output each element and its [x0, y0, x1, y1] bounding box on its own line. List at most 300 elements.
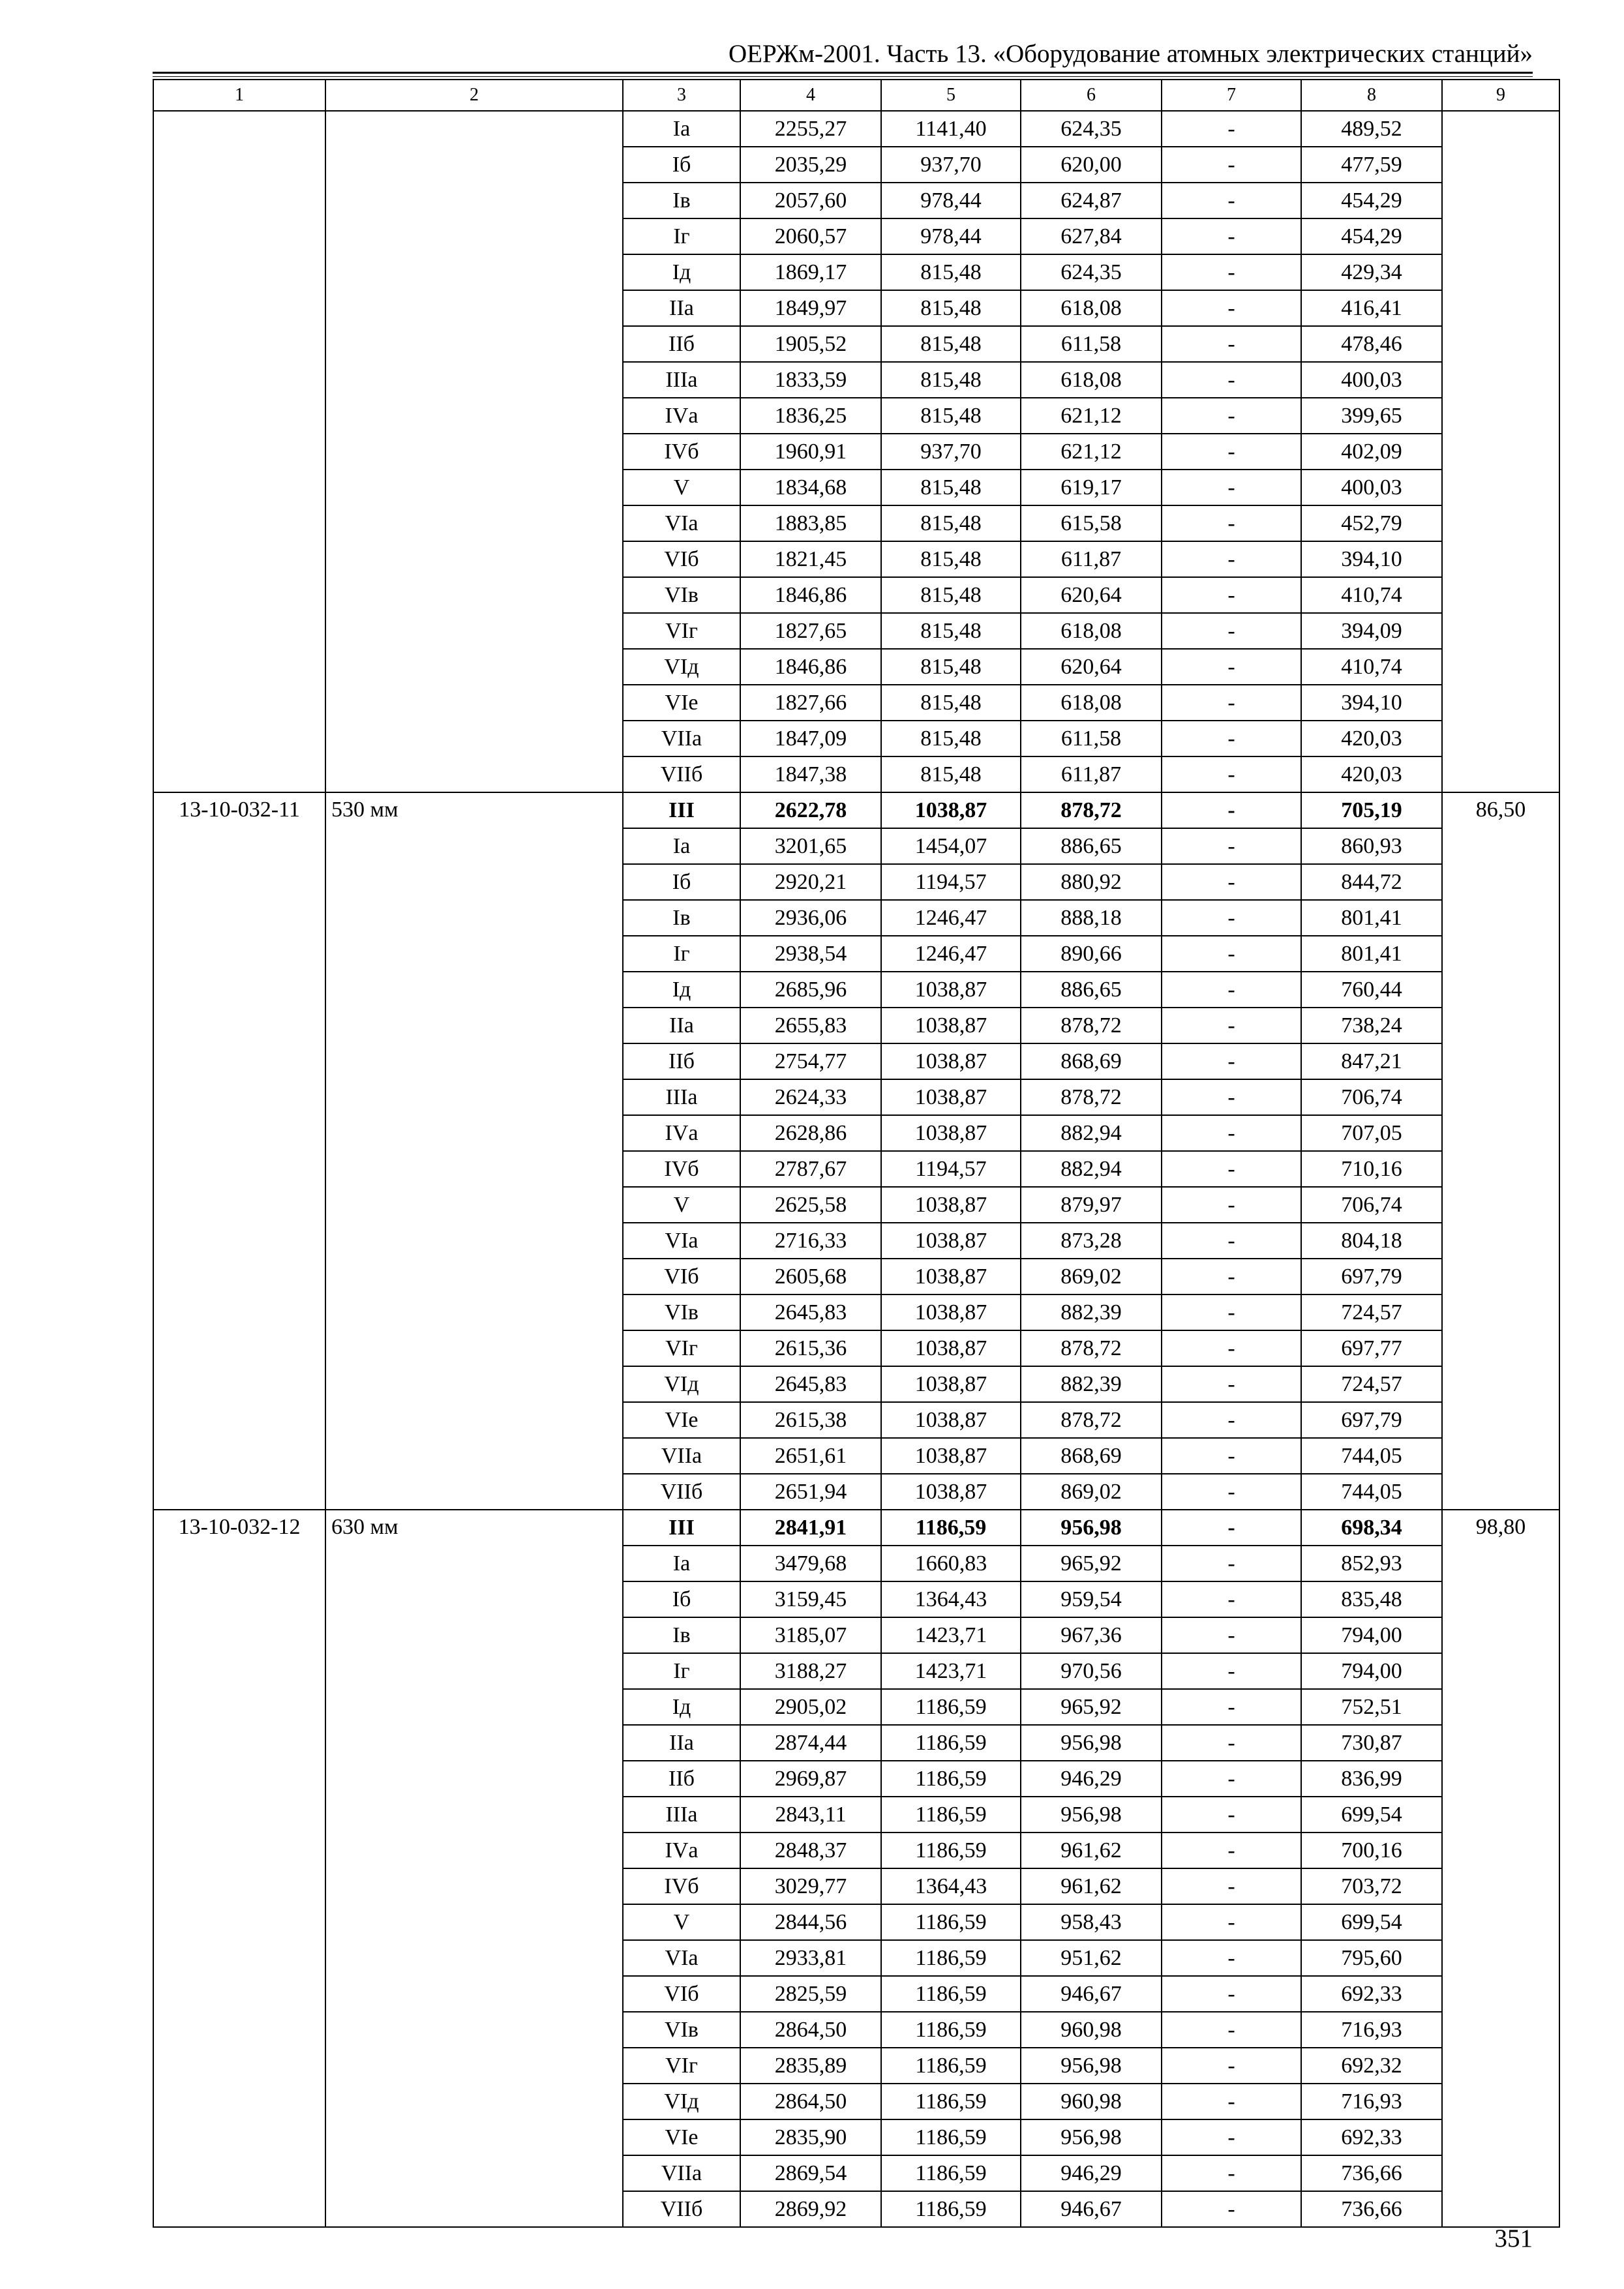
variant-cell: Iб — [623, 1581, 740, 1617]
value-cell: - — [1162, 1402, 1301, 1438]
variant-cell: IVа — [623, 398, 740, 434]
size-cell — [325, 111, 623, 792]
value-cell: 2615,36 — [740, 1330, 881, 1366]
value-cell: 1186,59 — [881, 2084, 1021, 2119]
value-cell: 738,24 — [1301, 1008, 1442, 1043]
value-cell: 692,33 — [1301, 2119, 1442, 2155]
value-cell: 620,64 — [1021, 577, 1162, 613]
page-number: 351 — [1494, 2224, 1533, 2252]
value-cell: 2844,56 — [740, 1904, 881, 1940]
value-cell: 815,48 — [881, 470, 1021, 505]
value-cell: 878,72 — [1021, 1008, 1162, 1043]
value-cell: 3188,27 — [740, 1653, 881, 1689]
value-cell: 410,74 — [1301, 649, 1442, 685]
value-cell: 2655,83 — [740, 1008, 881, 1043]
value-cell: 1827,66 — [740, 685, 881, 721]
value-cell: 619,17 — [1021, 470, 1162, 505]
value-cell: 2835,90 — [740, 2119, 881, 2155]
value-cell: 1186,59 — [881, 1761, 1021, 1797]
value-cell: 956,98 — [1021, 1510, 1162, 1546]
value-cell: 744,05 — [1301, 1474, 1442, 1510]
value-cell: - — [1162, 1151, 1301, 1187]
variant-cell: V — [623, 1187, 740, 1223]
variant-cell: Iб — [623, 147, 740, 183]
value-cell: - — [1162, 1259, 1301, 1294]
value-cell: - — [1162, 972, 1301, 1008]
variant-cell: VIIб — [623, 2191, 740, 2227]
value-cell: 960,98 — [1021, 2084, 1162, 2119]
column-number: 4 — [740, 80, 881, 111]
value-cell: 621,12 — [1021, 398, 1162, 434]
variant-cell: Iд — [623, 1689, 740, 1725]
value-cell: 2060,57 — [740, 218, 881, 254]
value-cell: 697,79 — [1301, 1402, 1442, 1438]
value-cell: 699,54 — [1301, 1904, 1442, 1940]
variant-cell: Iа — [623, 111, 740, 147]
value-cell: 2622,78 — [740, 792, 881, 828]
value-cell: 815,48 — [881, 290, 1021, 326]
value-cell: 3201,65 — [740, 828, 881, 864]
value-cell: 2628,86 — [740, 1115, 881, 1151]
value-cell: 2874,44 — [740, 1725, 881, 1761]
value-cell: - — [1162, 1043, 1301, 1079]
value-cell: 1186,59 — [881, 2155, 1021, 2191]
value-cell: 2645,83 — [740, 1366, 881, 1402]
value-cell: 1833,59 — [740, 362, 881, 398]
value-cell: 2625,58 — [740, 1187, 881, 1223]
value-cell: - — [1162, 1689, 1301, 1725]
column-number-row — [153, 80, 1559, 111]
value-cell: - — [1162, 1868, 1301, 1904]
col9-cell — [1442, 111, 1559, 792]
value-cell: - — [1162, 2084, 1301, 2119]
variant-cell: Iб — [623, 864, 740, 900]
value-cell: 394,10 — [1301, 685, 1442, 721]
value-cell: 624,35 — [1021, 254, 1162, 290]
variant-cell: IVб — [623, 434, 740, 470]
value-cell: 937,70 — [881, 147, 1021, 183]
variant-cell: III — [623, 1510, 740, 1546]
value-cell: 1834,68 — [740, 470, 881, 505]
value-cell: - — [1162, 254, 1301, 290]
value-cell: 1364,43 — [881, 1581, 1021, 1617]
value-cell: 2938,54 — [740, 936, 881, 972]
value-cell: - — [1162, 1725, 1301, 1761]
value-cell: - — [1162, 1653, 1301, 1689]
value-cell: 1186,59 — [881, 1904, 1021, 1940]
value-cell: 886,65 — [1021, 828, 1162, 864]
table-row — [153, 111, 1559, 147]
value-cell: 1186,59 — [881, 1689, 1021, 1725]
value-cell: 3159,45 — [740, 1581, 881, 1617]
variant-cell: V — [623, 1904, 740, 1940]
value-cell: 2716,33 — [740, 1223, 881, 1259]
value-cell: 888,18 — [1021, 900, 1162, 936]
table-row — [153, 792, 1559, 828]
value-cell: 760,44 — [1301, 972, 1442, 1008]
value-cell: 1423,71 — [881, 1617, 1021, 1653]
value-cell: - — [1162, 2155, 1301, 2191]
value-cell: - — [1162, 1294, 1301, 1330]
value-cell: 1246,47 — [881, 936, 1021, 972]
value-cell: 1454,07 — [881, 828, 1021, 864]
variant-cell: VIб — [623, 1976, 740, 2012]
value-cell: 958,43 — [1021, 1904, 1162, 1940]
value-cell: 946,29 — [1021, 2155, 1162, 2191]
column-number: 8 — [1301, 80, 1442, 111]
value-cell: 801,41 — [1301, 936, 1442, 972]
variant-cell: Iа — [623, 828, 740, 864]
value-cell: 615,58 — [1021, 505, 1162, 541]
value-cell: 1038,87 — [881, 1474, 1021, 1510]
variant-cell: Iв — [623, 900, 740, 936]
value-cell: 878,72 — [1021, 1402, 1162, 1438]
value-cell: - — [1162, 1223, 1301, 1259]
value-cell: 454,29 — [1301, 183, 1442, 218]
header-rule-thin — [153, 76, 1533, 77]
variant-cell: IIб — [623, 326, 740, 362]
value-cell: 882,39 — [1021, 1294, 1162, 1330]
variant-cell: III — [623, 792, 740, 828]
value-cell: 2615,38 — [740, 1402, 881, 1438]
size-cell: 630 мм — [325, 1510, 623, 2227]
variant-cell: VIд — [623, 1366, 740, 1402]
value-cell: 1960,91 — [740, 434, 881, 470]
value-cell: - — [1162, 326, 1301, 362]
variant-cell: VIд — [623, 2084, 740, 2119]
value-cell: 706,74 — [1301, 1187, 1442, 1223]
variant-cell: IIIа — [623, 1797, 740, 1833]
value-cell: 815,48 — [881, 398, 1021, 434]
value-cell: 1849,97 — [740, 290, 881, 326]
variant-cell: Iв — [623, 183, 740, 218]
variant-cell: IIа — [623, 1725, 740, 1761]
value-cell: 2035,29 — [740, 147, 881, 183]
value-cell: 699,54 — [1301, 1797, 1442, 1833]
value-cell: 611,58 — [1021, 721, 1162, 756]
column-number: 3 — [623, 80, 740, 111]
value-cell: 394,09 — [1301, 613, 1442, 649]
value-cell: 956,98 — [1021, 1797, 1162, 1833]
value-cell: 1186,59 — [881, 2119, 1021, 2155]
value-cell: 2936,06 — [740, 900, 881, 936]
value-cell: 477,59 — [1301, 147, 1442, 183]
value-cell: - — [1162, 1617, 1301, 1653]
value-cell: 1141,40 — [881, 111, 1021, 147]
value-cell: 815,48 — [881, 326, 1021, 362]
variant-cell: VIб — [623, 1259, 740, 1294]
value-cell: - — [1162, 1438, 1301, 1474]
col9-cell: 86,50 — [1442, 792, 1559, 1510]
header-rule-thick — [153, 72, 1533, 74]
value-cell: - — [1162, 900, 1301, 936]
value-cell: - — [1162, 1581, 1301, 1617]
value-cell: 815,48 — [881, 756, 1021, 792]
value-cell: 1038,87 — [881, 1223, 1021, 1259]
value-cell: - — [1162, 2048, 1301, 2084]
variant-cell: VIв — [623, 577, 740, 613]
value-cell: 1847,38 — [740, 756, 881, 792]
value-cell: 2920,21 — [740, 864, 881, 900]
value-cell: 1186,59 — [881, 2012, 1021, 2048]
column-number: 9 — [1442, 80, 1559, 111]
value-cell: - — [1162, 218, 1301, 254]
value-cell: 620,00 — [1021, 147, 1162, 183]
value-cell: - — [1162, 470, 1301, 505]
value-cell: 611,58 — [1021, 326, 1162, 362]
value-cell: 1186,59 — [881, 1510, 1021, 1546]
value-cell: 878,72 — [1021, 792, 1162, 828]
value-cell: 946,29 — [1021, 1761, 1162, 1797]
code-cell: 13-10-032-11 — [153, 792, 325, 1510]
value-cell: 705,19 — [1301, 792, 1442, 828]
value-cell: 1038,87 — [881, 1402, 1021, 1438]
value-cell: 697,77 — [1301, 1330, 1442, 1366]
value-cell: 880,92 — [1021, 864, 1162, 900]
value-cell: 815,48 — [881, 649, 1021, 685]
value-cell: 961,62 — [1021, 1868, 1162, 1904]
value-cell: 937,70 — [881, 434, 1021, 470]
value-cell: 489,52 — [1301, 111, 1442, 147]
value-cell: 2841,91 — [740, 1510, 881, 1546]
variant-cell: IVб — [623, 1151, 740, 1187]
value-cell: 624,87 — [1021, 183, 1162, 218]
value-cell: 878,72 — [1021, 1079, 1162, 1115]
value-cell: 736,66 — [1301, 2155, 1442, 2191]
value-cell: - — [1162, 398, 1301, 434]
variant-cell: IIа — [623, 1008, 740, 1043]
value-cell: 2933,81 — [740, 1940, 881, 1976]
value-cell: 794,00 — [1301, 1653, 1442, 1689]
value-cell: 1186,59 — [881, 2048, 1021, 2084]
value-cell: 804,18 — [1301, 1223, 1442, 1259]
value-cell: 1846,86 — [740, 577, 881, 613]
value-cell: 815,48 — [881, 541, 1021, 577]
value-cell: 1186,59 — [881, 1797, 1021, 1833]
value-cell: 882,94 — [1021, 1151, 1162, 1187]
value-cell: 394,10 — [1301, 541, 1442, 577]
value-cell: 400,03 — [1301, 470, 1442, 505]
value-cell: - — [1162, 290, 1301, 326]
value-cell: 710,16 — [1301, 1151, 1442, 1187]
value-cell: 868,69 — [1021, 1043, 1162, 1079]
value-cell: - — [1162, 577, 1301, 613]
variant-cell: VIе — [623, 1402, 740, 1438]
value-cell: - — [1162, 828, 1301, 864]
variant-cell: VIа — [623, 1223, 740, 1259]
value-cell: 716,93 — [1301, 2084, 1442, 2119]
value-cell: 2869,54 — [740, 2155, 881, 2191]
value-cell: 416,41 — [1301, 290, 1442, 326]
variant-cell: IIб — [623, 1043, 740, 1079]
value-cell: 815,48 — [881, 505, 1021, 541]
variant-cell: IIIа — [623, 362, 740, 398]
value-cell: 2754,77 — [740, 1043, 881, 1079]
value-cell: - — [1162, 2191, 1301, 2227]
value-cell: - — [1162, 1797, 1301, 1833]
value-cell: 1660,83 — [881, 1546, 1021, 1581]
value-cell: - — [1162, 1330, 1301, 1366]
value-cell: 878,72 — [1021, 1330, 1162, 1366]
variant-cell: VIIа — [623, 721, 740, 756]
value-cell: 2651,61 — [740, 1438, 881, 1474]
value-cell: 724,57 — [1301, 1294, 1442, 1330]
running-header: ОЕРЖм-2001. Часть 13. «Оборудование атомных электрических станций» — [729, 40, 1533, 68]
value-cell: - — [1162, 936, 1301, 972]
value-cell: - — [1162, 1761, 1301, 1797]
value-cell: - — [1162, 1510, 1301, 1546]
code-cell: 13-10-032-12 — [153, 1510, 325, 2227]
value-cell: 960,98 — [1021, 2012, 1162, 2048]
value-cell: 1038,87 — [881, 1187, 1021, 1223]
value-cell: - — [1162, 505, 1301, 541]
value-cell: 420,03 — [1301, 721, 1442, 756]
value-cell: 978,44 — [881, 218, 1021, 254]
variant-cell: VIе — [623, 2119, 740, 2155]
value-cell: - — [1162, 2119, 1301, 2155]
value-cell: 1883,85 — [740, 505, 881, 541]
value-cell: 815,48 — [881, 685, 1021, 721]
value-cell: 1186,59 — [881, 2191, 1021, 2227]
value-cell: - — [1162, 2012, 1301, 2048]
value-cell: 1038,87 — [881, 1438, 1021, 1474]
value-cell: 3185,07 — [740, 1617, 881, 1653]
variant-cell: IIIа — [623, 1079, 740, 1115]
rates-table — [153, 79, 1560, 2228]
variant-cell: Iд — [623, 972, 740, 1008]
value-cell: 2969,87 — [740, 1761, 881, 1797]
value-cell: 402,09 — [1301, 434, 1442, 470]
value-cell: 618,08 — [1021, 685, 1162, 721]
value-cell: 736,66 — [1301, 2191, 1442, 2227]
value-cell: 1038,87 — [881, 1366, 1021, 1402]
value-cell: 2645,83 — [740, 1294, 881, 1330]
value-cell: 3029,77 — [740, 1868, 881, 1904]
value-cell: - — [1162, 1833, 1301, 1868]
value-cell: 706,74 — [1301, 1079, 1442, 1115]
variant-cell: VIа — [623, 505, 740, 541]
value-cell: 1186,59 — [881, 1940, 1021, 1976]
value-cell: - — [1162, 541, 1301, 577]
value-cell: 869,02 — [1021, 1474, 1162, 1510]
variant-cell: Iг — [623, 1653, 740, 1689]
value-cell: 1186,59 — [881, 1725, 1021, 1761]
value-cell: 700,16 — [1301, 1833, 1442, 1868]
value-cell: 1423,71 — [881, 1653, 1021, 1689]
value-cell: 1364,43 — [881, 1868, 1021, 1904]
value-cell: 399,65 — [1301, 398, 1442, 434]
value-cell: 692,32 — [1301, 2048, 1442, 2084]
value-cell: 2651,94 — [740, 1474, 881, 1510]
value-cell: 815,48 — [881, 254, 1021, 290]
value-cell: 946,67 — [1021, 1976, 1162, 2012]
variant-cell: IIа — [623, 290, 740, 326]
value-cell: - — [1162, 792, 1301, 828]
value-cell: 1038,87 — [881, 792, 1021, 828]
value-cell: 965,92 — [1021, 1689, 1162, 1725]
value-cell: 815,48 — [881, 613, 1021, 649]
variant-cell: VIг — [623, 1330, 740, 1366]
value-cell: 1246,47 — [881, 900, 1021, 936]
value-cell: 478,46 — [1301, 326, 1442, 362]
column-number: 5 — [881, 80, 1021, 111]
value-cell: 611,87 — [1021, 541, 1162, 577]
value-cell: 852,93 — [1301, 1546, 1442, 1581]
value-cell: 2869,92 — [740, 2191, 881, 2227]
value-cell: 420,03 — [1301, 756, 1442, 792]
value-cell: 429,34 — [1301, 254, 1442, 290]
value-cell: 946,67 — [1021, 2191, 1162, 2227]
value-cell: 869,02 — [1021, 1259, 1162, 1294]
value-cell: - — [1162, 613, 1301, 649]
value-cell: 410,74 — [1301, 577, 1442, 613]
value-cell: 1194,57 — [881, 864, 1021, 900]
value-cell: 847,21 — [1301, 1043, 1442, 1079]
value-cell: 2835,89 — [740, 2048, 881, 2084]
value-cell: - — [1162, 1546, 1301, 1581]
value-cell: 752,51 — [1301, 1689, 1442, 1725]
value-cell: 2057,60 — [740, 183, 881, 218]
variant-cell: Iв — [623, 1617, 740, 1653]
value-cell: 2848,37 — [740, 1833, 881, 1868]
value-cell: 868,69 — [1021, 1438, 1162, 1474]
value-cell: 1821,45 — [740, 541, 881, 577]
column-number: 2 — [325, 80, 623, 111]
value-cell: 1038,87 — [881, 1330, 1021, 1366]
value-cell: - — [1162, 362, 1301, 398]
value-cell: 2685,96 — [740, 972, 881, 1008]
value-cell: 2787,67 — [740, 1151, 881, 1187]
value-cell: 3479,68 — [740, 1546, 881, 1581]
variant-cell: Iа — [623, 1546, 740, 1581]
value-cell: 1905,52 — [740, 326, 881, 362]
value-cell: 1846,86 — [740, 649, 881, 685]
value-cell: 879,97 — [1021, 1187, 1162, 1223]
value-cell: 452,79 — [1301, 505, 1442, 541]
value-cell: 961,62 — [1021, 1833, 1162, 1868]
value-cell: - — [1162, 434, 1301, 470]
value-cell: - — [1162, 756, 1301, 792]
value-cell: - — [1162, 721, 1301, 756]
value-cell: 1038,87 — [881, 1008, 1021, 1043]
value-cell: - — [1162, 1008, 1301, 1043]
value-cell: 730,87 — [1301, 1725, 1442, 1761]
variant-cell: VIд — [623, 649, 740, 685]
value-cell: 795,60 — [1301, 1940, 1442, 1976]
value-cell: 1827,65 — [740, 613, 881, 649]
size-cell: 530 мм — [325, 792, 623, 1510]
value-cell: 611,87 — [1021, 756, 1162, 792]
variant-cell: VIе — [623, 685, 740, 721]
value-cell: - — [1162, 1940, 1301, 1976]
variant-cell: VIIа — [623, 2155, 740, 2191]
variant-cell: VIв — [623, 1294, 740, 1330]
value-cell: 815,48 — [881, 721, 1021, 756]
value-cell: 692,33 — [1301, 1976, 1442, 2012]
value-cell: 744,05 — [1301, 1438, 1442, 1474]
value-cell: 624,35 — [1021, 111, 1162, 147]
value-cell: 1038,87 — [881, 1043, 1021, 1079]
value-cell: 627,84 — [1021, 218, 1162, 254]
value-cell: 1194,57 — [881, 1151, 1021, 1187]
variant-cell: VIа — [623, 1940, 740, 1976]
value-cell: - — [1162, 1187, 1301, 1223]
variant-cell: VIг — [623, 2048, 740, 2084]
value-cell: 2864,50 — [740, 2012, 881, 2048]
value-cell: 886,65 — [1021, 972, 1162, 1008]
table-body — [153, 80, 1559, 2227]
variant-cell: Iд — [623, 254, 740, 290]
